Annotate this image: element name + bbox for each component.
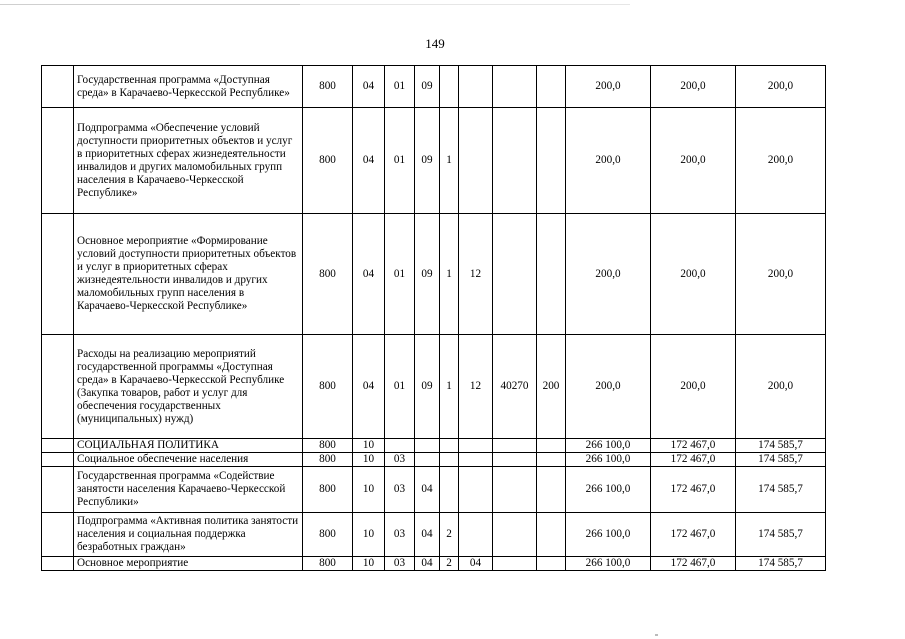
program-code: 09 xyxy=(415,108,440,214)
table-row xyxy=(42,467,826,513)
ministry-code: 800 xyxy=(303,467,353,513)
amount-year-3: 174 585,7 xyxy=(736,453,826,467)
program-code xyxy=(415,453,440,467)
amount-year-3: 174 585,7 xyxy=(736,557,826,571)
subprogram-code xyxy=(440,453,459,467)
section-code: 04 xyxy=(353,108,385,214)
subprogram-code xyxy=(440,66,459,108)
budget-table-body xyxy=(42,66,826,571)
amount-year-1: 200,0 xyxy=(566,335,651,439)
direction-code xyxy=(493,214,537,335)
amount-year-2: 172 467,0 xyxy=(651,513,736,557)
subsection-code: 01 xyxy=(385,66,415,108)
row-marker-cell xyxy=(42,439,74,453)
event-code: 12 xyxy=(459,335,493,439)
direction-code xyxy=(493,66,537,108)
amount-year-3: 200,0 xyxy=(736,335,826,439)
section-code: 04 xyxy=(353,214,385,335)
event-code xyxy=(459,467,493,513)
program-code: 04 xyxy=(415,467,440,513)
direction-code xyxy=(493,453,537,467)
table-row xyxy=(42,513,826,557)
amount-year-3: 174 585,7 xyxy=(736,513,826,557)
subprogram-code: 2 xyxy=(440,557,459,571)
item-name: Расходы на реализацию мероприятий государственной программы «Доступная среда» в Карачаево-Черкесской Республике (Закупка товаров, работ и услуг для обеспечения государственных (муниципальных) нужд) xyxy=(74,335,303,439)
amount-year-3: 174 585,7 xyxy=(736,467,826,513)
budget-table xyxy=(41,65,826,571)
amount-year-1: 266 100,0 xyxy=(566,557,651,571)
row-marker-cell xyxy=(42,108,74,214)
ministry-code: 800 xyxy=(303,66,353,108)
amount-year-1: 266 100,0 xyxy=(566,513,651,557)
row-marker-cell xyxy=(42,467,74,513)
expense-type-code xyxy=(537,439,566,453)
direction-code xyxy=(493,513,537,557)
item-name: Подпрограмма «Обеспечение условий доступности приоритетных объектов и услуг в приоритетных сферах жизнедеятельности инвалидов и других маломобильных групп населения в Карачаево-Черкесской Республике» xyxy=(74,108,303,214)
event-code: 12 xyxy=(459,214,493,335)
table-row xyxy=(42,214,826,335)
table-row xyxy=(42,335,826,439)
scan-top-rule xyxy=(0,4,300,5)
item-name: СОЦИАЛЬНАЯ ПОЛИТИКА xyxy=(74,439,303,453)
event-code: 04 xyxy=(459,557,493,571)
subprogram-code: 1 xyxy=(440,335,459,439)
row-marker-cell xyxy=(42,214,74,335)
amount-year-1: 200,0 xyxy=(566,214,651,335)
item-name: Подпрограмма «Активная политика занятости населения и социальная поддержка безработных граждан» xyxy=(74,513,303,557)
amount-year-2: 172 467,0 xyxy=(651,557,736,571)
amount-year-2: 172 467,0 xyxy=(651,439,736,453)
item-name: Основное мероприятие xyxy=(74,557,303,571)
ministry-code: 800 xyxy=(303,439,353,453)
expense-type-code xyxy=(537,453,566,467)
item-name: Основное мероприятие «Формирование условий доступности приоритетных объектов и услуг в приоритетных сферах жизнедеятельности инвалидов и других маломобильных групп населения в Карачаево-Черкесской Республике» xyxy=(74,214,303,335)
section-code: 04 xyxy=(353,66,385,108)
program-code xyxy=(415,439,440,453)
expense-type-code xyxy=(537,467,566,513)
row-marker-cell xyxy=(42,513,74,557)
direction-code xyxy=(493,467,537,513)
ministry-code: 800 xyxy=(303,557,353,571)
program-code: 09 xyxy=(415,66,440,108)
table-row xyxy=(42,453,826,467)
direction-code xyxy=(493,557,537,571)
expense-type-code xyxy=(537,66,566,108)
direction-code xyxy=(493,108,537,214)
row-marker-cell xyxy=(42,335,74,439)
subsection-code: 01 xyxy=(385,108,415,214)
scan-artifact xyxy=(655,634,658,636)
table-row xyxy=(42,557,826,571)
expense-type-code xyxy=(537,513,566,557)
amount-year-3: 200,0 xyxy=(736,108,826,214)
program-code: 09 xyxy=(415,335,440,439)
amount-year-2: 200,0 xyxy=(651,214,736,335)
item-name: Государственная программа «Содействие занятости населения Карачаево-Черкесской Республики» xyxy=(74,467,303,513)
subsection-code: 03 xyxy=(385,557,415,571)
scan-top-rule xyxy=(300,4,630,5)
amount-year-3: 200,0 xyxy=(736,214,826,335)
section-code: 04 xyxy=(353,335,385,439)
ministry-code: 800 xyxy=(303,513,353,557)
amount-year-1: 266 100,0 xyxy=(566,439,651,453)
amount-year-3: 174 585,7 xyxy=(736,439,826,453)
amount-year-1: 266 100,0 xyxy=(566,467,651,513)
ministry-code: 800 xyxy=(303,453,353,467)
event-code xyxy=(459,108,493,214)
item-name: Государственная программа «Доступная среда» в Карачаево-Черкесской Республике» xyxy=(74,66,303,108)
expense-type-code: 200 xyxy=(537,335,566,439)
ministry-code: 800 xyxy=(303,108,353,214)
amount-year-1: 200,0 xyxy=(566,108,651,214)
expense-type-code xyxy=(537,108,566,214)
table-row xyxy=(42,108,826,214)
subsection-code: 03 xyxy=(385,453,415,467)
amount-year-2: 200,0 xyxy=(651,108,736,214)
subprogram-code: 2 xyxy=(440,513,459,557)
program-code: 04 xyxy=(415,513,440,557)
direction-code xyxy=(493,439,537,453)
item-name: Социальное обеспечение населения xyxy=(74,453,303,467)
table-row xyxy=(42,439,826,453)
ministry-code: 800 xyxy=(303,335,353,439)
program-code: 04 xyxy=(415,557,440,571)
event-code xyxy=(459,453,493,467)
table-row xyxy=(42,66,826,108)
direction-code: 40270 xyxy=(493,335,537,439)
amount-year-1: 266 100,0 xyxy=(566,453,651,467)
section-code: 10 xyxy=(353,513,385,557)
amount-year-2: 200,0 xyxy=(651,335,736,439)
subprogram-code: 1 xyxy=(440,108,459,214)
section-code: 10 xyxy=(353,557,385,571)
event-code xyxy=(459,513,493,557)
subprogram-code xyxy=(440,467,459,513)
amount-year-2: 172 467,0 xyxy=(651,453,736,467)
subprogram-code xyxy=(440,439,459,453)
section-code: 10 xyxy=(353,467,385,513)
event-code xyxy=(459,439,493,453)
row-marker-cell xyxy=(42,453,74,467)
event-code xyxy=(459,66,493,108)
subsection-code: 01 xyxy=(385,335,415,439)
amount-year-3: 200,0 xyxy=(736,66,826,108)
program-code: 09 xyxy=(415,214,440,335)
ministry-code: 800 xyxy=(303,214,353,335)
subsection-code: 03 xyxy=(385,467,415,513)
subsection-code xyxy=(385,439,415,453)
subprogram-code: 1 xyxy=(440,214,459,335)
section-code: 10 xyxy=(353,453,385,467)
amount-year-2: 200,0 xyxy=(651,66,736,108)
row-marker-cell xyxy=(42,557,74,571)
subsection-code: 03 xyxy=(385,513,415,557)
expense-type-code xyxy=(537,214,566,335)
section-code: 10 xyxy=(353,439,385,453)
row-marker-cell xyxy=(42,66,74,108)
page-number: 149 xyxy=(425,36,445,51)
subsection-code: 01 xyxy=(385,214,415,335)
expense-type-code xyxy=(537,557,566,571)
amount-year-2: 172 467,0 xyxy=(651,467,736,513)
amount-year-1: 200,0 xyxy=(566,66,651,108)
